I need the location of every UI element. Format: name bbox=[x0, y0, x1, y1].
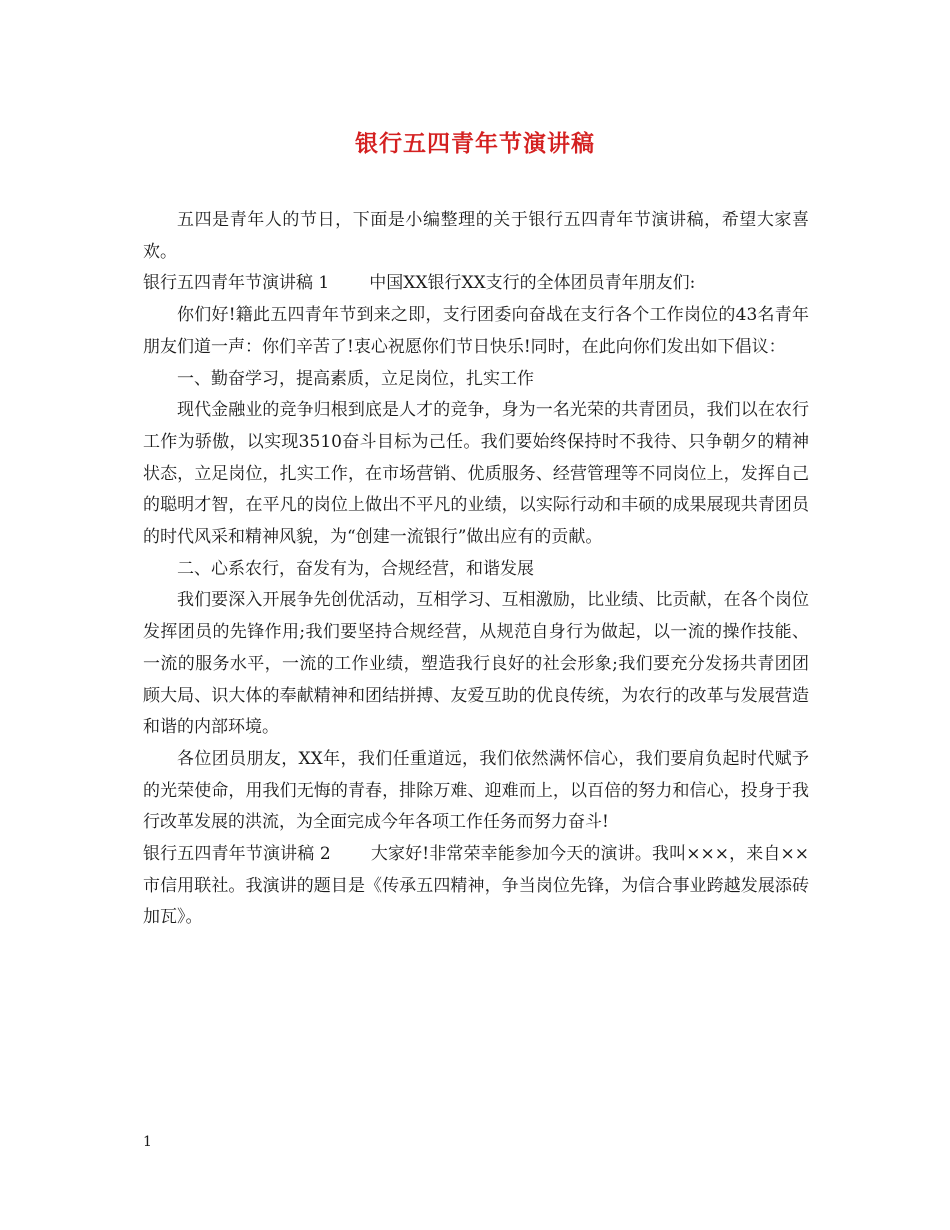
intro-paragraph: 五四是青年人的节日，下面是小编整理的关于银行五四青年节演讲稿，希望大家喜欢。 bbox=[143, 210, 809, 262]
speech1-point2-title: 二、心系农行，奋发有为，合规经营，和谐发展 bbox=[177, 558, 534, 579]
speech1-point1-title: 一、勤奋学习，提高素质，立足岗位，扎实工作 bbox=[177, 368, 534, 389]
speech1-greeting-paragraph: 你们好!籍此五四青年节到来之即，支行团委向奋战在支行各个工作岗位的43名青年朋友们道一声：你们辛苦了!衷心祝愿你们节日快乐!同时，在此向你们发出如下倡议： bbox=[143, 305, 809, 357]
speech1-heading-line bbox=[143, 268, 809, 300]
speech2-opening: 大家好!非常荣幸能参加今天的演讲。我叫×××，来自××市信用联社。我演讲的题目是《传承五四精神，争当岗位先锋，为信合事业跨越发展添砖加瓦》。 bbox=[143, 844, 809, 928]
speech1-point2-paragraph: 我们要深入开展争先创优活动，互相学习、互相激励，比业绩、比贡献，在各个岗位发挥团员的先锋作用;我们要坚持合规经营，从规范自身行为做起，以一流的操作技能、一流的服务水平，一流的工作业绩，塑造我行良好的社会形象;我们要充分发扬共青团团顾大局、识大体的奉献精神和团结拼搏、友爱互助的优良传统，为农行的改革与发展营造和谐的内部环境。 bbox=[143, 590, 809, 738]
speech2-paragraph bbox=[143, 839, 809, 934]
speech1-point1-paragraph: 现代金融业的竞争归根到底是人才的竞争，身为一名光荣的共青团员，我们以在农行工作为骄傲，以实现3510奋斗目标为己任。我们要始终保持时不我待、只争朝夕的精神状态，立足岗位，扎实工作，在市场营销、优质服务、经营管理等不同岗位上，发挥自己的聪明才智，在平凡的岗位上做出不平凡的业绩，以实际行动和丰硕的成果展现共青团员的时代风采和精神风貌，为“创建一流银行”做出应有的贡献。 bbox=[143, 400, 809, 548]
document-title: 银行五四青年节演讲稿 bbox=[355, 130, 595, 157]
speech1-heading: 银行五四青年节演讲稿 1 bbox=[143, 273, 330, 294]
speech1-closing-paragraph: 各位团员朋友，XX年，我们任重道远，我们依然满怀信心，我们要肩负起时代赋予的光荣使命，用我们无悔的青春，排除万难、迎难而上，以百倍的努力和信心，投身于我行改革发展的洪流，为全面完成今年各项工作任务而努力奋斗! bbox=[143, 748, 809, 833]
page-number: 1 bbox=[143, 1134, 152, 1150]
document-body bbox=[143, 205, 809, 934]
speech2-heading: 银行五四青年节演讲稿 2 bbox=[143, 844, 331, 865]
speech1-salutation: 中国XX银行XX支行的全体团员青年朋友们: bbox=[369, 273, 696, 294]
